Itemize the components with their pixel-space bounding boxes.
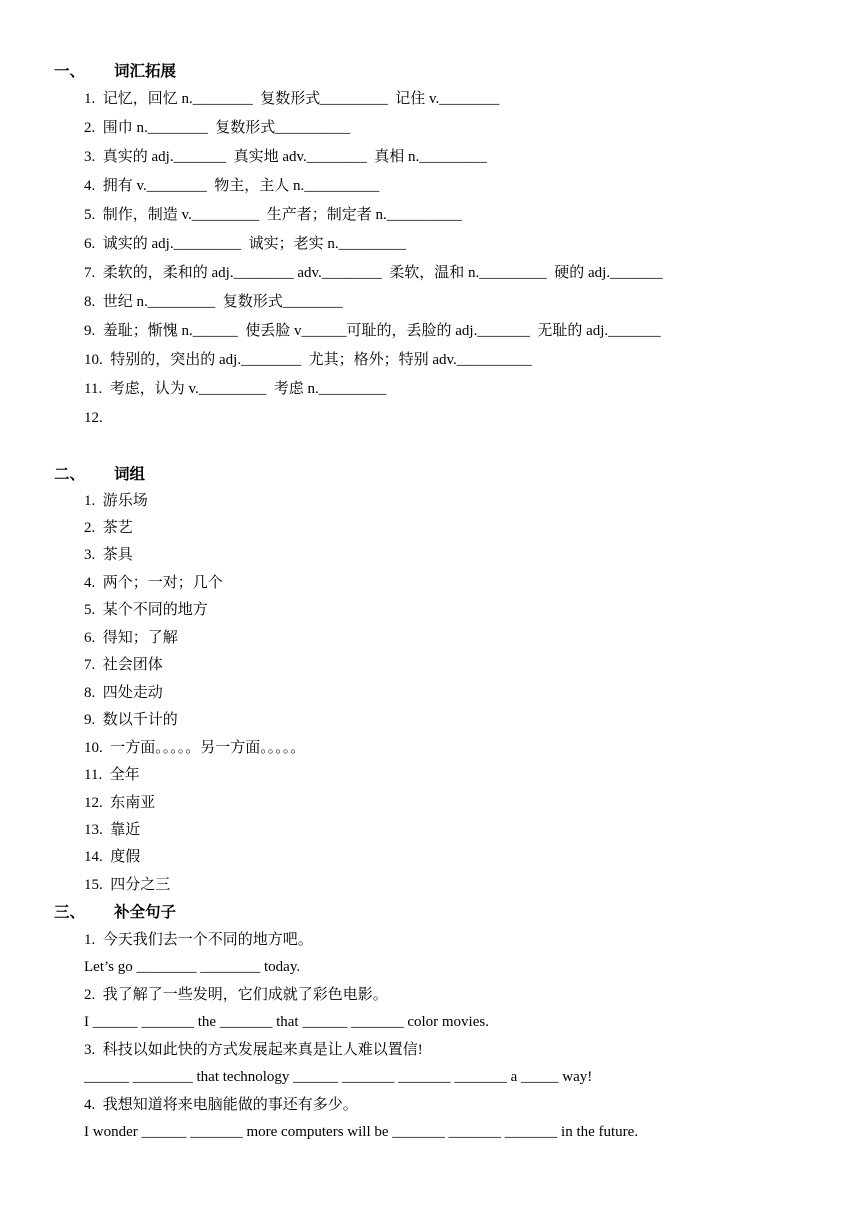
vocab-item: 5. 制作，制造 v._________ 生产者；制定者 n.__________: [84, 207, 462, 223]
vocab-item: 3. 真实的 adj._______ 真实地 adv.________ 真相 n._________: [84, 149, 487, 165]
phrase-item: 12. 东南亚: [84, 795, 156, 811]
phrase-item: 5. 某个不同的地方: [84, 602, 208, 618]
phrase-item: 15. 四分之三: [84, 877, 171, 893]
phrase-item: 3. 茶具: [84, 547, 133, 563]
section-title: 词组: [114, 465, 146, 483]
section-heading-phrases: [54, 464, 145, 484]
vocab-item: 6. 诚实的 adj._________ 诚实；老实 n._________: [84, 236, 407, 252]
phrase-item: 1. 游乐场: [84, 493, 148, 509]
phrase-item: 13. 靠近: [84, 822, 141, 838]
section-heading-sentences: [54, 902, 176, 922]
phrase-item: 2. 茶艺: [84, 520, 133, 536]
phrase-item: 9. 数以千计的: [84, 712, 178, 728]
section-title: 补全句子: [114, 903, 177, 921]
section-title: 词汇拓展: [114, 62, 177, 80]
sentence-blank: I ______ _______ the _______ that ______ _______ color movies.: [84, 1014, 489, 1030]
phrase-item: 11. 全年: [84, 767, 140, 783]
phrase-item: 7. 社会团体: [84, 657, 163, 673]
section-number: 一、: [54, 62, 86, 80]
sentence-prompt: 4. 我想知道将来电脑能做的事还有多少。: [84, 1097, 358, 1113]
phrase-item: 8. 四处走动: [84, 685, 163, 701]
vocab-item: 10. 特别的，突出的 adj.________ 尤其；格外；特别 adv.__________: [84, 352, 532, 368]
sentence-prompt: 1. 今天我们去一个不同的地方吧。: [84, 932, 313, 948]
vocab-item: 2. 围巾 n.________ 复数形式__________: [84, 120, 351, 136]
vocab-item: 1. 记忆，回忆 n.________ 复数形式_________ 记住 v.________: [84, 91, 500, 107]
section-heading-vocabulary: [54, 61, 176, 81]
sentence-blank: ______ ________ that technology ______ _______ _______ _______ a _____ way!: [84, 1069, 593, 1085]
sentence-blank: I wonder ______ _______ more computers will be _______ _______ _______ in the future.: [84, 1124, 639, 1140]
vocab-item: 9. 羞耻；惭愧 n.______ 使丢脸 v______可耻的，丢脸的 adj._______ 无耻的 adj._______: [84, 323, 661, 339]
vocab-item: 12.: [84, 410, 103, 426]
sentence-blank: Let’s go ________ ________ today.: [84, 959, 301, 975]
sentence-prompt: 3. 科技以如此快的方式发展起来真是让人难以置信!: [84, 1042, 423, 1058]
vocab-item: 7. 柔软的，柔和的 adj.________ adv.________ 柔软，温和 n._________ 硬的 adj._______: [84, 265, 663, 281]
sentence-prompt: 2. 我了解了一些发明，它们成就了彩色电影。: [84, 987, 388, 1003]
section-number: 三、: [54, 903, 86, 921]
phrase-item: 10. 一方面。。。。。另一方面。。。。。: [84, 740, 306, 756]
phrase-item: 14. 度假: [84, 849, 141, 865]
section-number: 二、: [54, 465, 86, 483]
phrase-item: 4. 两个；一对；几个: [84, 575, 223, 591]
vocab-item: 11. 考虑，认为 v._________ 考虑 n._________: [84, 381, 387, 397]
phrase-item: 6. 得知；了解: [84, 630, 178, 646]
vocab-item: 8. 世纪 n._________ 复数形式________: [84, 294, 343, 310]
vocab-item: 4. 拥有 v.________ 物主，主人 n.__________: [84, 178, 380, 194]
